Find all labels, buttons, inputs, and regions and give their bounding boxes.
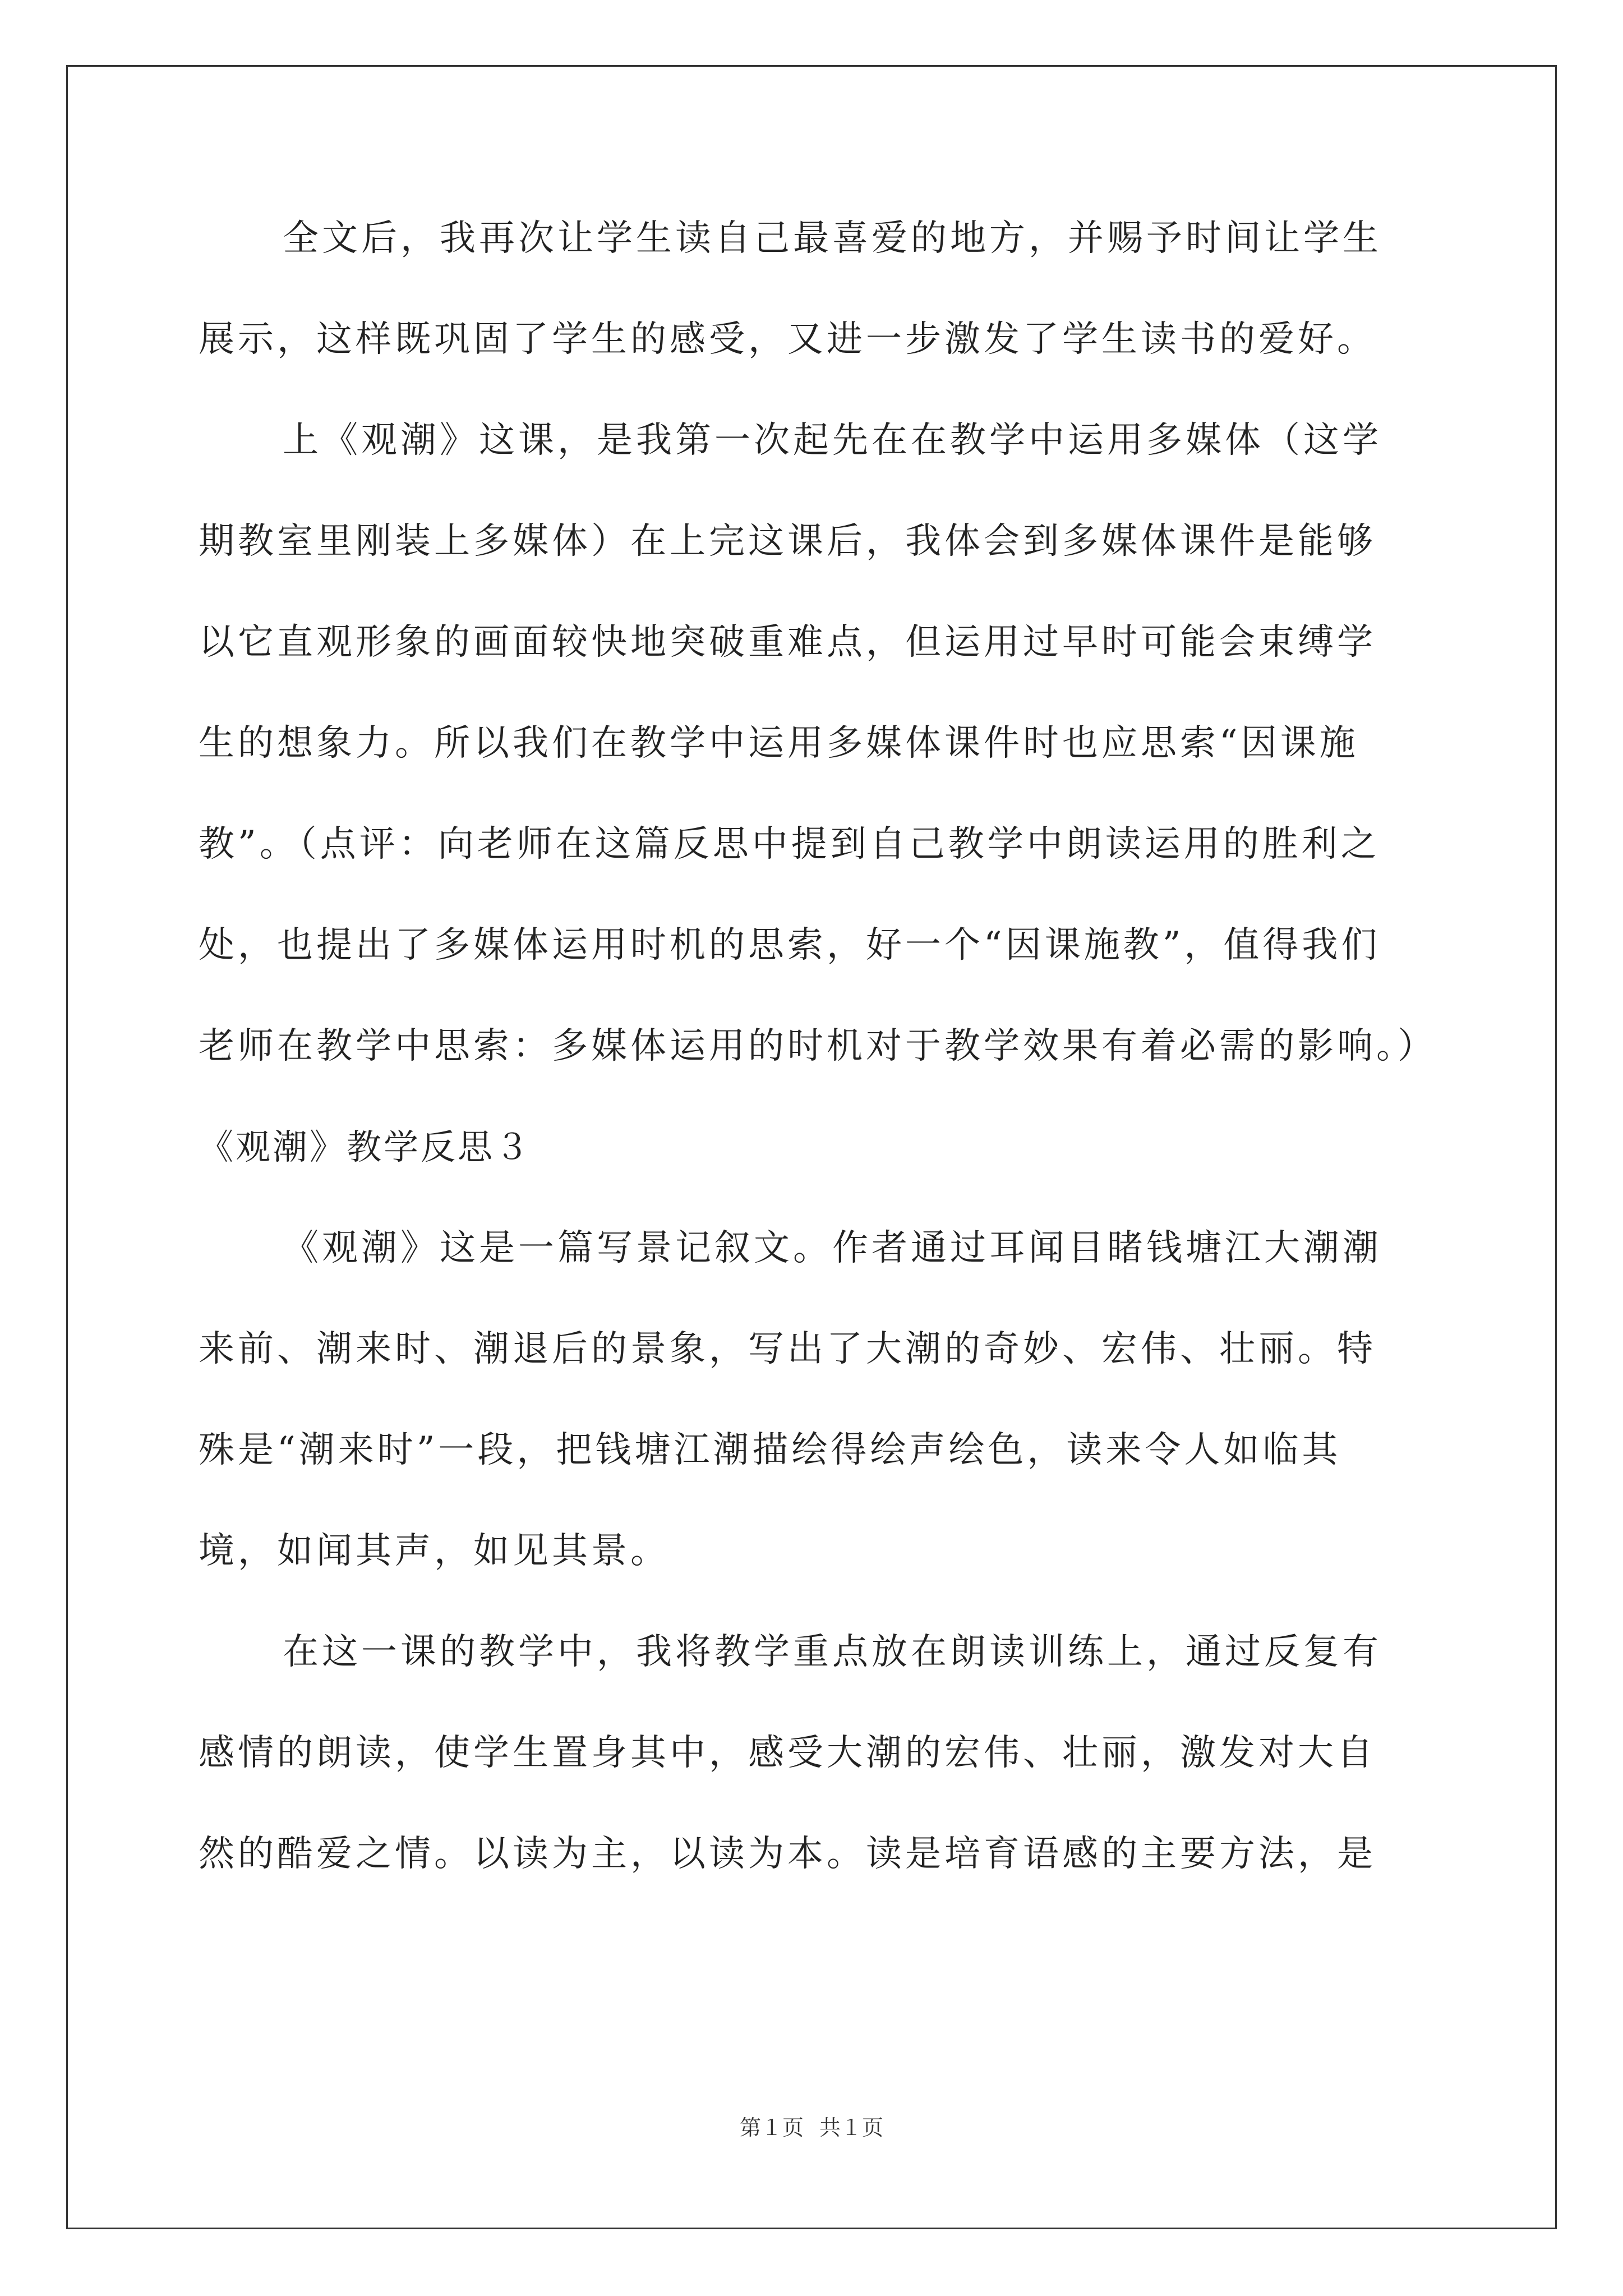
paragraph-line: 教”。（点评：向老师在这篇反思中提到自己教学中朗读运用的胜利之 [199, 823, 1380, 865]
paragraph-line: 生的想象力。所以我们在教学中运用多媒体课件时也应思索“因课施 [199, 723, 1359, 764]
paragraph-line: 全文后，我再次让学生读自己最喜爱的地方，并赐予时间让学生 [283, 218, 1382, 259]
paragraph-line: 老师在教学中思索：多媒体运用的时机对于教学效果有着必需的影响。） [199, 1025, 1437, 1067]
paragraph-line: 然的酷爱之情。以读为主，以读为本。读是培育语感的主要方法，是 [199, 1833, 1376, 1875]
paragraph-line: 展示，这样既巩固了学生的感受，又进一步激发了学生读书的爱好。 [199, 319, 1376, 360]
paragraph-line: 以它直观形象的画面较快地突破重难点，但运用过早时可能会束缚学 [199, 622, 1376, 663]
paragraph-line: 处，也提出了多媒体运用时机的思索，好一个“因课施教”，值得我们 [199, 924, 1381, 966]
section-heading: 《观潮》教学反思３ [199, 1126, 532, 1167]
paragraph-line: 期教室里刚装上多媒体）在上完这课后，我体会到多媒体课件是能够 [199, 521, 1376, 562]
page-footer [0, 2114, 1623, 2142]
paragraph-line: 境，如闻其声，如见其景。 [199, 1530, 670, 1572]
page-total: 共１页 [819, 2115, 884, 2140]
paragraph-line: 感情的朗读，使学生置身其中，感受大潮的宏伟、壮丽，激发对大自 [199, 1732, 1376, 1774]
paragraph-line: 上《观潮》这课，是我第一次起先在在教学中运用多媒体（这学 [283, 420, 1382, 461]
paragraph-line: 在这一课的教学中，我将教学重点放在朗读训练上，通过反复有 [283, 1631, 1382, 1673]
paragraph-line: 《观潮》这是一篇写景记叙文。作者通过耳闻目睹钱塘江大潮潮 [283, 1227, 1382, 1269]
paragraph-line: 殊是“潮来时”一段，把钱塘江潮描绘得绘声绘色，读来令人如临其 [199, 1429, 1341, 1471]
paragraph-line: 来前、潮来时、潮退后的景象，写出了大潮的奇妙、宏伟、壮丽。特 [199, 1328, 1376, 1370]
page-number: 第１页 [739, 2115, 804, 2140]
